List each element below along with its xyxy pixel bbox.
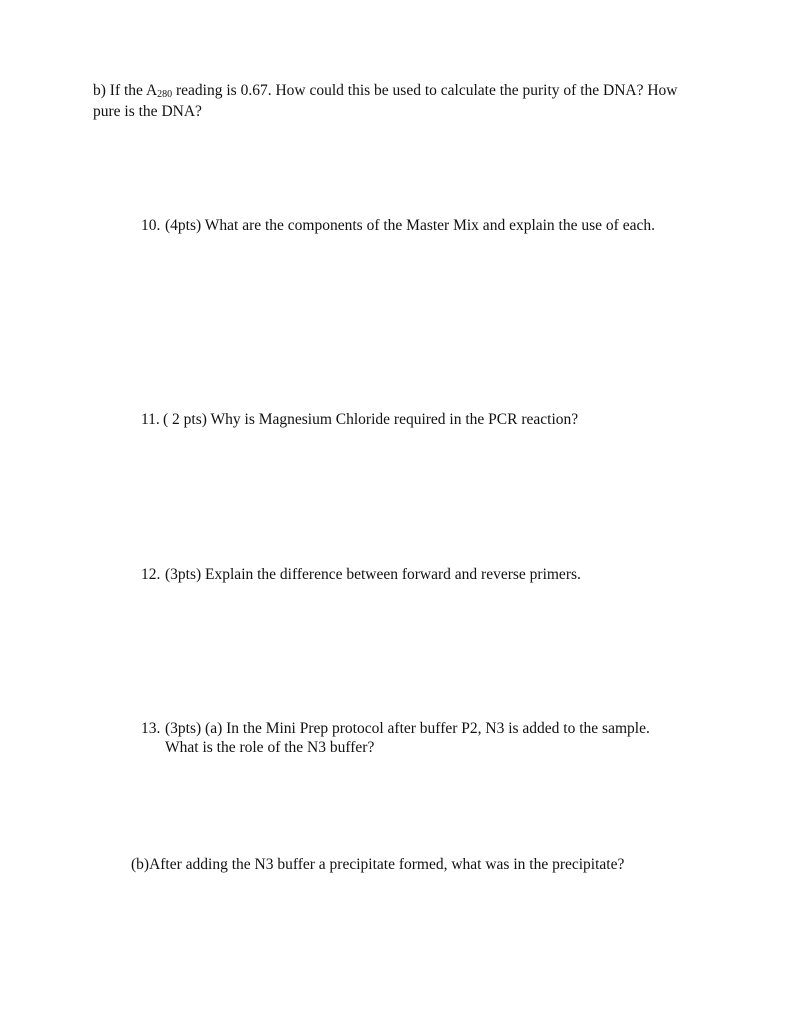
question-10 <box>141 216 681 235</box>
question-10-text: (4pts) What are the components of the Master Mix and explain the use of each. <box>165 217 655 234</box>
question-12-text: (3pts) Explain the difference between forward and reverse primers. <box>165 566 581 583</box>
question-11-number: 11. <box>141 411 160 428</box>
question-9b-text-start: b) If the A <box>93 82 158 99</box>
question-13a <box>141 719 681 757</box>
question-9b-subscript: 280 <box>157 89 173 100</box>
question-13b-text: (b)After adding the N3 buffer a precipitate formed, what was in the precipitate? <box>131 856 625 873</box>
question-12 <box>141 565 681 584</box>
question-13a-text: (3pts) (a) In the Mini Prep protocol after buffer P2, N3 is added to the sample. What is the role of the N3 buffer? <box>165 720 650 756</box>
question-10-number: 10. <box>141 217 161 234</box>
question-11-text: ( 2 pts) Why is Magnesium Chloride required in the PCR reaction? <box>163 411 579 428</box>
question-11 <box>141 410 681 429</box>
question-9b-text-end: reading is 0.67. How could this be used to calculate the purity of the DNA? How pure is the DNA? <box>93 82 678 120</box>
question-12-number: 12. <box>141 566 161 583</box>
question-13b <box>131 855 731 874</box>
question-13-number: 13. <box>141 720 161 737</box>
question-9b <box>93 81 693 121</box>
